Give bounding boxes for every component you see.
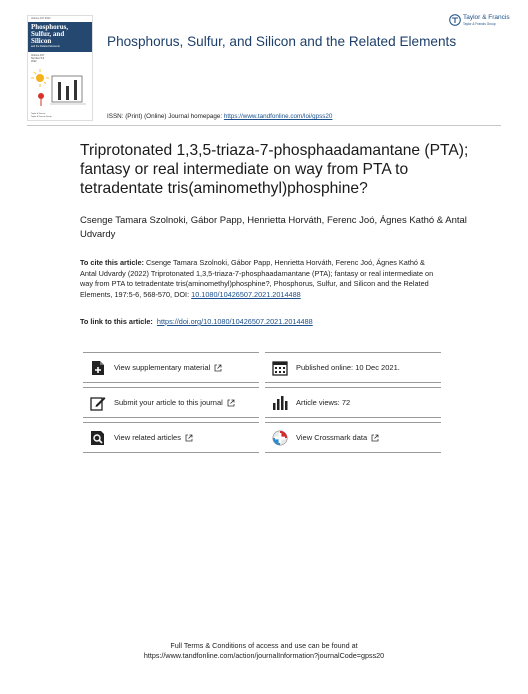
cover-title-line: Sulfur, and xyxy=(31,30,65,38)
journal-title[interactable]: Phosphorus, Sulfur, and Silicon and the Related Elements xyxy=(107,34,457,49)
cover-title-line: Silicon xyxy=(31,37,52,45)
citation-doi-link[interactable]: 10.1080/10426507.2021.2014488 xyxy=(191,289,301,299)
article-authors: Csenge Tamara Szolnoki, Gábor Papp, Henrietta Horváth, Ferenc Joó, Ágnes Kathó & Antal Udvardy xyxy=(80,215,467,240)
journal-cover-image xyxy=(27,15,93,121)
cover-meta-line: Number 5-6 xyxy=(31,57,45,60)
cover-footer-line: Taylor & Francis Group xyxy=(31,115,52,118)
cover-title-sub: and the Related Elements xyxy=(31,45,60,48)
citation-text: Csenge Tamara Szolnoki, Gábor Papp, Henrietta Horváth, Ferenc Joó, Ágnes Kathó & Antal Udvardy (2022) Triprotonated 1,3,5-triaza-7-phosphaadamantane (PTA); fantasy or real intermediate on way from PTA to tetradentate tris(aminomethyl)phosphine?, Phosphorus, Sulfur, and Silicon and the Related Elements, 197:5-6, 568-570, DOI: xyxy=(80,258,434,299)
related-articles-label: View related articles xyxy=(114,433,181,442)
article-views-info xyxy=(265,387,441,418)
bar-chart-icon xyxy=(272,395,288,411)
supplementary-material-button[interactable] xyxy=(83,352,259,383)
published-online-label: Published online: 10 Dec 2021. xyxy=(296,363,400,372)
submit-article-label: Submit your article to this journal xyxy=(114,398,223,407)
cover-top-text: Volume 197 2022 xyxy=(31,17,51,20)
document-plus-icon xyxy=(90,360,106,376)
article-views-label: Article views: 72 xyxy=(296,398,351,407)
terms-footer-text: Full Terms & Conditions of access and use can be found at xyxy=(170,641,358,650)
submit-article-button[interactable] xyxy=(83,387,259,418)
external-link-icon xyxy=(214,364,222,372)
publisher-name: Taylor & Francis xyxy=(463,14,510,21)
citation-label: To cite this article: xyxy=(80,258,144,267)
article-link-line xyxy=(80,317,440,327)
journal-homepage-link[interactable]: https://www.tandfonline.com/loi/gpss20 xyxy=(223,113,333,120)
external-link-icon xyxy=(185,434,193,442)
cover-illustration xyxy=(30,66,90,110)
terms-footer-link[interactable]: https://www.tandfonline.com/action/journalInformation?journalCode=gpss20 xyxy=(143,650,385,660)
header-divider xyxy=(27,125,501,126)
cover-title-line: Phosphorus, xyxy=(31,23,69,31)
cover-title-band xyxy=(28,22,92,52)
article-doi-link[interactable]: https://doi.org/10.1080/10426507.2021.2014488 xyxy=(156,317,313,326)
supplementary-material-label: View supplementary material xyxy=(114,363,211,372)
issn-text: ISSN: (Print) (Online) Journal homepage: xyxy=(107,113,224,120)
external-link-icon xyxy=(371,434,379,442)
publisher-logo[interactable] xyxy=(449,12,511,34)
cover-footer-line: Taylor & Francis xyxy=(31,113,46,115)
publisher-logo-icon xyxy=(449,14,461,26)
cover-footer xyxy=(31,113,51,118)
citation-block xyxy=(80,258,440,300)
calendar-icon xyxy=(272,360,288,376)
search-document-icon xyxy=(90,430,106,446)
cover-meta-line: Volume 197 xyxy=(31,54,45,57)
crossmark-button[interactable] xyxy=(265,422,441,453)
edit-icon xyxy=(90,395,106,411)
terms-footer xyxy=(0,641,528,660)
publisher-tagline: Taylor & Francis Group xyxy=(463,22,496,26)
crossmark-label: View Crossmark data xyxy=(296,433,368,442)
related-articles-button[interactable] xyxy=(83,422,259,453)
article-link-label: To link to this article: xyxy=(80,317,153,326)
issn-line xyxy=(107,113,332,120)
article-title: Triprotonated 1,3,5-triaza-7-phosphaadamantane (PTA); fantasy or real intermediate on way from PTA to tetradentate tris(aminomethyl)phosphine? xyxy=(80,142,469,197)
external-link-icon xyxy=(227,399,235,407)
crossmark-icon xyxy=(272,430,288,446)
cover-meta xyxy=(31,54,44,63)
published-online-info xyxy=(265,352,441,383)
cover-meta-line: 2022 xyxy=(31,60,37,63)
